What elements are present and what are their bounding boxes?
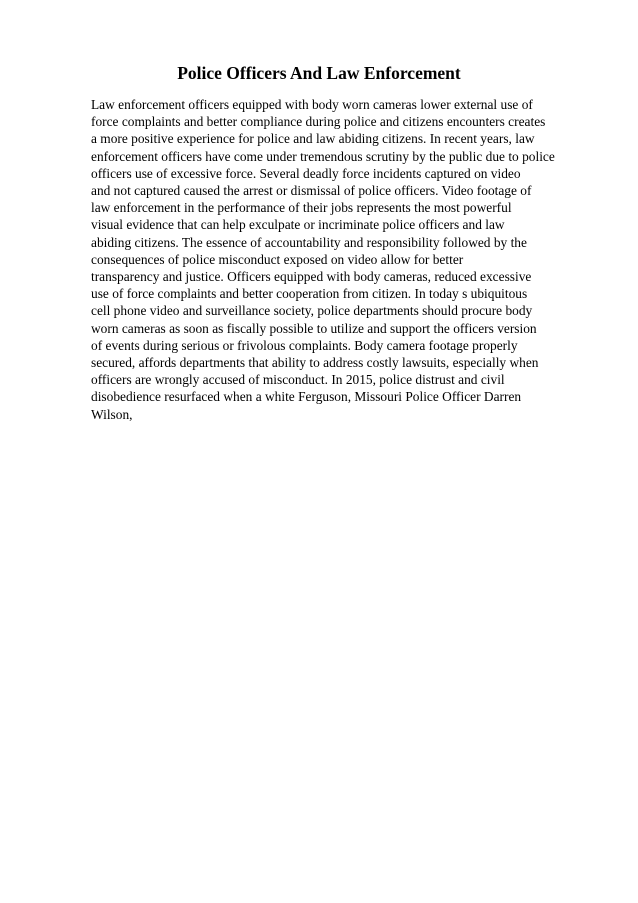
- body-line: consequences of police misconduct exposed on video allow for better: [91, 251, 464, 267]
- body-line: use of force complaints and better cooperation from citizen. In today s ubiquitous: [91, 286, 528, 302]
- body-line: abiding citizens. The essence of accountability and responsibility followed by the: [91, 234, 527, 250]
- body-line: Wilson,: [91, 406, 133, 422]
- body-line: Law enforcement officers equipped with body worn cameras lower external use of: [91, 97, 533, 112]
- body-line: and not captured caused the arrest or dismissal of police officers. Video footage of: [91, 183, 532, 199]
- body-line: enforcement officers have come under tremendous scrutiny by the public due to police: [91, 148, 555, 164]
- body-line: disobedience resurfaced when a white Ferguson, Missouri Police Officer Darren: [91, 389, 522, 405]
- body-line: officers are wrongly accused of misconduct. In 2015, police distrust and civil: [91, 372, 505, 388]
- body-line: law enforcement in the performance of their jobs represents the most powerful: [91, 200, 512, 216]
- body-line: cell phone video and surveillance society, police departments should procure body: [91, 303, 533, 319]
- body-line: visual evidence that can help exculpate or incriminate police officers and law: [91, 217, 505, 233]
- body-line: officers use of excessive force. Several deadly force incidents captured on video: [91, 165, 521, 181]
- body-line: force complaints and better compliance during police and citizens encounters creates: [91, 114, 546, 130]
- body-line: secured, affords departments that ability to address costly lawsuits, especially when: [91, 355, 539, 371]
- body-line: transparency and justice. Officers equipped with body cameras, reduced excessive: [91, 269, 532, 285]
- body-line: of events during serious or frivolous complaints. Body camera footage properly: [91, 337, 518, 353]
- body-line: worn cameras as soon as fiscally possible to utilize and support the officers version: [91, 320, 537, 336]
- body-line: a more positive experience for police and law abiding citizens. In recent years, law: [91, 131, 535, 147]
- document-body: [91, 96, 631, 423]
- document-title: Police Officers And Law Enforcement: [177, 63, 461, 83]
